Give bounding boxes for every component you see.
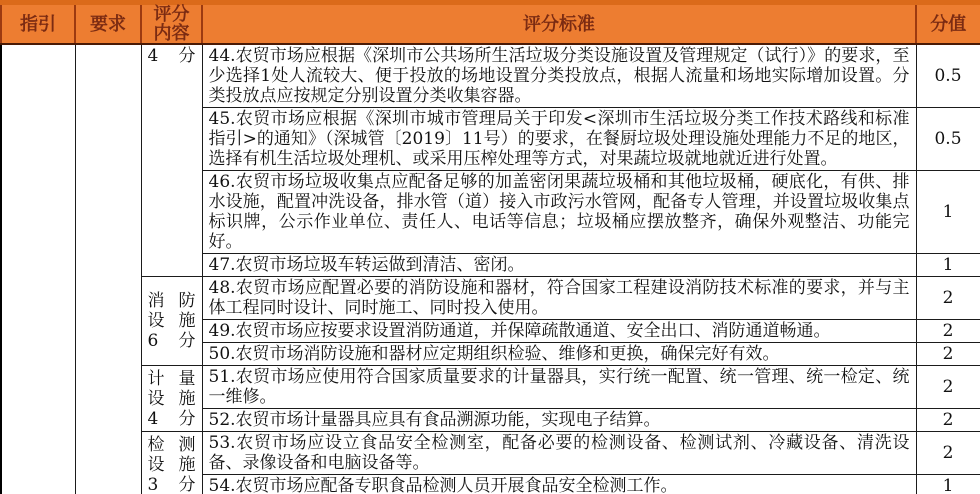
requirement-column-cell <box>75 44 141 494</box>
standard-cell-47: 47.农贸市场垃圾车转运做到清洁、密闭。 <box>202 254 916 277</box>
score-cell-49: 2 <box>916 320 980 343</box>
score-cell-47: 1 <box>916 254 980 277</box>
table-row <box>1 366 980 409</box>
group-label-line: 4 分 <box>147 46 196 66</box>
table-row <box>1 277 980 320</box>
group-label-line: 3 分 <box>147 474 196 494</box>
score-cell-50: 2 <box>916 343 980 366</box>
header-cell-requirement: 要求 <box>75 3 141 45</box>
standard-cell-46: 46.农贸市场垃圾收集点应配备足够的加盖密闭果蔬垃圾桶和其他垃圾桶，硬底化，有供、排水设施，配置冲洗设备，排水管（道）接入市政污水管网，配备专人管理，并设置垃圾收集点标识牌，公示作业单位、责任人、电话等信息；垃圾桶应摆放整齐，确保外观整洁、功能完好。 <box>202 171 916 254</box>
content-group-cell-4points <box>141 44 202 277</box>
group-label-line: 4 分 <box>147 408 196 429</box>
content-group-cell-metering-facilities <box>141 366 202 432</box>
standard-cell-48: 48.农贸市场应配置必要的消防设施和器材，符合国家工程建设消防技术标准的要求，并与主体工程同时设计、同时施工、同时投入使用。 <box>202 277 916 320</box>
standard-cell-51: 51.农贸市场应使用符合国家质量要求的计量器具，实行统一配置、统一管理、统一检定、统一维修。 <box>202 366 916 409</box>
table-row <box>1 44 980 108</box>
group-label-line: 设施 <box>147 388 196 409</box>
group-label-line: 消防 <box>147 291 196 311</box>
score-cell-48: 2 <box>916 277 980 320</box>
score-cell-46: 1 <box>916 171 980 254</box>
header-cell-standard: 评分标准 <box>202 3 916 45</box>
header-content-line2: 内容 <box>153 23 190 44</box>
content-group-cell-testing-facilities <box>141 432 202 494</box>
standard-cell-54: 54.农贸市场应配备专职食品检测人员开展食品安全检测工作。 <box>202 475 916 494</box>
group-label-line: 设施 <box>147 311 196 331</box>
score-cell-45: 0.5 <box>916 108 980 171</box>
table-row <box>1 432 980 475</box>
standard-cell-52: 52.农贸市场计量器具应具有食品溯源功能，实现电子结算。 <box>202 409 916 432</box>
standard-cell-45: 45.农贸市场应根据《深圳市城市管理局关于印发<深圳市生活垃圾分类工作技术路线和标准指引>的通知》（深城管〔2019〕11号）的要求，在餐厨垃圾处理设施处理能力不足的地区，选择有机生活垃圾处理机、或采用压榨处理等方式，对果蔬垃圾就地就近进行处置。 <box>202 108 916 171</box>
group-label-line: 设施 <box>147 454 196 475</box>
score-cell-52: 2 <box>916 409 980 432</box>
group-label-line: 检测 <box>147 434 196 455</box>
guide-column-cell <box>1 44 75 494</box>
header-cell-score: 分值 <box>916 3 980 45</box>
standard-cell-50: 50.农贸市场消防设施和器材应定期组织检验、维修和更换，确保完好有效。 <box>202 343 916 366</box>
score-cell-51: 2 <box>916 366 980 409</box>
score-cell-53: 2 <box>916 432 980 475</box>
header-cell-guide: 指引 <box>1 3 75 45</box>
header-content-line1: 评分 <box>153 4 190 25</box>
group-label-line: 6 分 <box>147 331 196 351</box>
header-cell-content <box>141 3 202 45</box>
score-cell-54: 1 <box>916 475 980 494</box>
standard-cell-53: 53.农贸市场应设立食品安全检测室，配备必要的检测设备、检测试剂、冷藏设备、清洗设备、录像设备和电脑设备等。 <box>202 432 916 475</box>
group-label-line: 计量 <box>147 368 196 389</box>
content-group-cell-fire-facilities <box>141 277 202 366</box>
standard-cell-49: 49.农贸市场应按要求设置消防通道，并保障疏散通道、安全出口、消防通道畅通。 <box>202 320 916 343</box>
score-cell-44: 0.5 <box>916 44 980 108</box>
header-row <box>1 3 980 45</box>
standard-cell-44: 44.农贸市场应根据《深圳市公共场所生活垃圾分类设施设置及管理规定（试行）》的要求，至少选择1处人流较大、便于投放的场地设置分类投放点，根据人流量和场地实际增加设置。分类投放点应按规定分别设置分类收集容器。 <box>202 44 916 108</box>
